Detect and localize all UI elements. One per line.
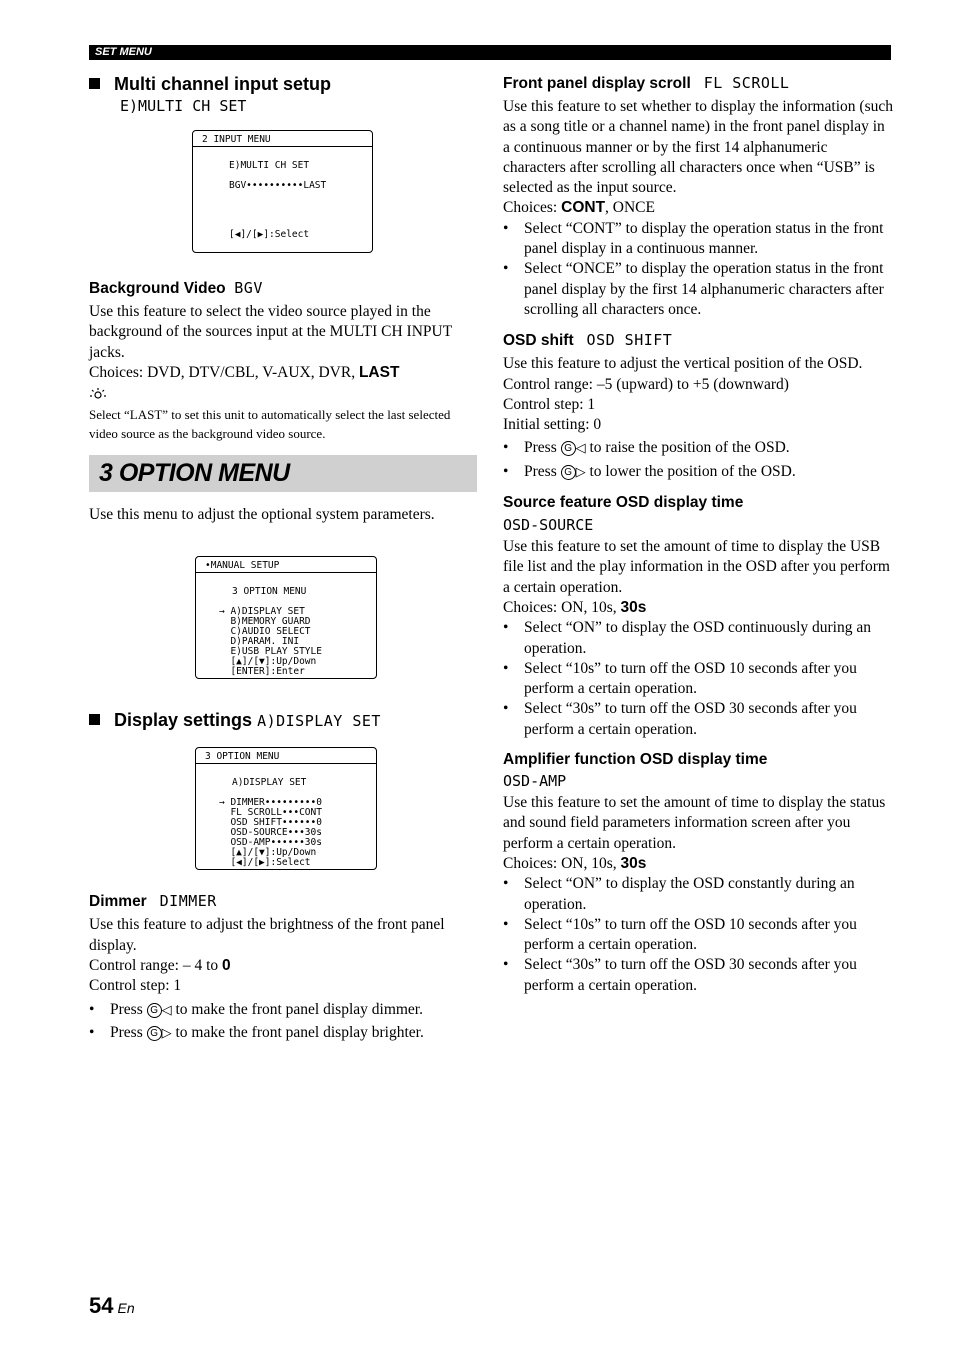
right-triangle-icon: ▷ [575,463,586,479]
list-item: • Press G ◁ to raise the position of the OSD. [503,438,893,458]
list-item: • Select “ON” to display the OSD continuously during an operation. [503,618,893,659]
screen-item: OSD-SOURCE•••30s [219,827,322,839]
screen-heading: 3 OPTION MENU [232,586,307,598]
page-number-value: 54 [89,1293,114,1318]
screen-item: B)MEMORY GUARD [219,616,311,628]
list-item: • Select “30s” to turn off the OSD 30 seconds after you perform a certain operation. [503,699,893,740]
osd-amp-desc: Use this feature to set the amount of time to display the status and sound field parameters information screen after you perform a certain operation. [503,794,886,852]
osd-source-choices: Choices: ON, 10s, 30s [503,598,647,616]
g-button-icon: G [561,441,576,456]
option-menu-title-bar [89,455,477,492]
page-language: En [117,1300,135,1316]
screen-item: OSD SHIFT••••••0 [219,817,322,829]
background-video-heading: Background Video BGV [89,279,263,297]
osd-amp-choices: Choices: ON, 10s, 30s [503,854,647,872]
right-triangle-icon: ▷ [161,1024,172,1040]
g-button-icon: G [561,465,576,480]
fl-scroll-choices: Choices: CONT, ONCE [503,199,655,217]
screen-item: [ENTER]:Enter [219,666,305,678]
list-item: • Select “10s” to turn off the OSD 10 seconds after you perform a certain operation. [503,915,893,956]
fl-scroll-heading: Front panel display scroll FL SCROLL [503,74,790,92]
list-item: • Select “CONT” to display the operation status in the front panel display in a continuous manner. [503,219,893,260]
osd-source-code: OSD-SOURCE [503,516,594,535]
right-column [503,72,893,996]
list-item: • Press G ◁ to make the front panel display dimmer. [89,1000,477,1020]
input-menu-screen [192,130,373,253]
fl-scroll-desc: Use this feature to set whether to display the information (such as a song title or a channel name) in the front panel display in a continuous manner or by the first 14 alphanumeric characters after scrolling all characters once when “USB” is selected as the input source. [503,98,893,197]
screen-item: E)USB PLAY STYLE [219,646,322,658]
left-triangle-icon: ◁ [161,1001,172,1017]
screen-item: [▲]/[▼]:Up/Down [219,847,317,859]
multi-channel-heading: Multi channel input setup [89,72,477,96]
list-item: • Select “10s” to turn off the OSD 10 seconds after you perform a certain operation. [503,659,893,700]
list-item: • Select “ON” to display the OSD constantly during an operation. [503,874,893,915]
osd-shift-bullets [503,438,893,482]
screen-item: [◀]/[▶]:Select [219,857,311,869]
screen-item: OSD-AMP••••••30s [219,837,322,849]
tip-text: Select “LAST” to set this unit to automatically select the last selected video source as the background video source. [89,407,451,441]
option-menu-title: 3 OPTION MENU [99,459,290,488]
osd-shift-step: Control step: 1 [503,395,596,413]
osd-shift-initial: Initial setting: 0 [503,416,602,434]
page-number [89,1293,135,1319]
list-item: • Press G ▷ to make the front panel display brighter. [89,1023,477,1043]
section-label: SET MENU [95,46,152,58]
option-menu-screen [195,556,377,679]
g-button-icon: G [147,1026,162,1041]
osd-amp-heading: Amplifier function OSD display time [503,751,768,769]
dimmer-step: Control step: 1 [89,977,182,995]
fl-scroll-bullets [503,219,893,320]
list-item: • Select “ONCE” to display the operation status in the front panel display by the first 14 alphanumeric characters after scrolling all characters once. [503,259,893,320]
screen-title: 2 INPUT MENU [193,131,372,147]
screen-line: E)MULTI CH SET [229,160,310,171]
osd-source-desc: Use this feature to set the amount of time to display the USB file list and the play information in the OSD after you perform a certain operation. [503,538,890,596]
screen-line: BGV••••••••••LAST [229,180,327,191]
left-triangle-icon: ◁ [575,440,586,456]
dimmer-heading: Dimmer DIMMER [89,892,217,911]
background-video-desc: Use this feature to select the video source played in the background of the sources input at the MULTI CH INPUT jacks. [89,303,452,361]
left-column [89,72,477,1043]
osd-shift-heading: OSD shift OSD SHIFT [503,331,673,350]
screen-item: C)AUDIO SELECT [219,626,311,638]
osd-shift-desc: Use this feature to adjust the vertical position of the OSD. [503,355,863,373]
list-item: • Press G ▷ to lower the position of the OSD. [503,462,893,482]
tip-lightbulb-icon [89,387,107,401]
osd-amp-code: OSD-AMP [503,772,567,791]
screen-line: [◀]/[▶]:Select [229,229,310,240]
screen-item: → DIMMER•••••••••0 [219,797,322,809]
g-button-icon: G [147,1003,162,1018]
screen-heading: A)DISPLAY SET [232,777,307,789]
multi-channel-code: E)MULTI CH SET [120,97,247,115]
square-bullet-icon [89,714,100,725]
section-header-bar [89,45,891,60]
square-bullet-icon [89,78,100,89]
screen-item: → A)DISPLAY SET [219,606,305,618]
osd-shift-range: Control range: –5 (upward) to +5 (downward) [503,375,789,393]
screen-title: 3 OPTION MENU [196,748,376,764]
dimmer-range: Control range: – 4 to 0 [89,957,231,975]
screen-item: FL SCROLL•••CONT [219,807,322,819]
display-settings-heading: Display settings A)DISPLAY SET [89,708,477,733]
screen-title: •MANUAL SETUP [196,557,376,573]
screen-item: [▲]/[▼]:Up/Down [219,656,317,668]
display-set-screen [195,747,377,870]
osd-source-bullets [503,618,893,740]
background-video-choices: Choices: DVD, DTV/CBL, V-AUX, DVR, LAST [89,363,400,381]
dimmer-desc: Use this feature to adjust the brightness of the front panel display. [89,916,445,954]
osd-amp-bullets [503,874,893,996]
osd-source-heading: Source feature OSD display time [503,494,744,512]
option-menu-desc: Use this menu to adjust the optional system parameters. [89,506,435,524]
list-item: • Select “30s” to turn off the OSD 30 seconds after you perform a certain operation. [503,955,893,996]
dimmer-bullets [89,1000,477,1044]
screen-item: D)PARAM. INI [219,636,300,648]
